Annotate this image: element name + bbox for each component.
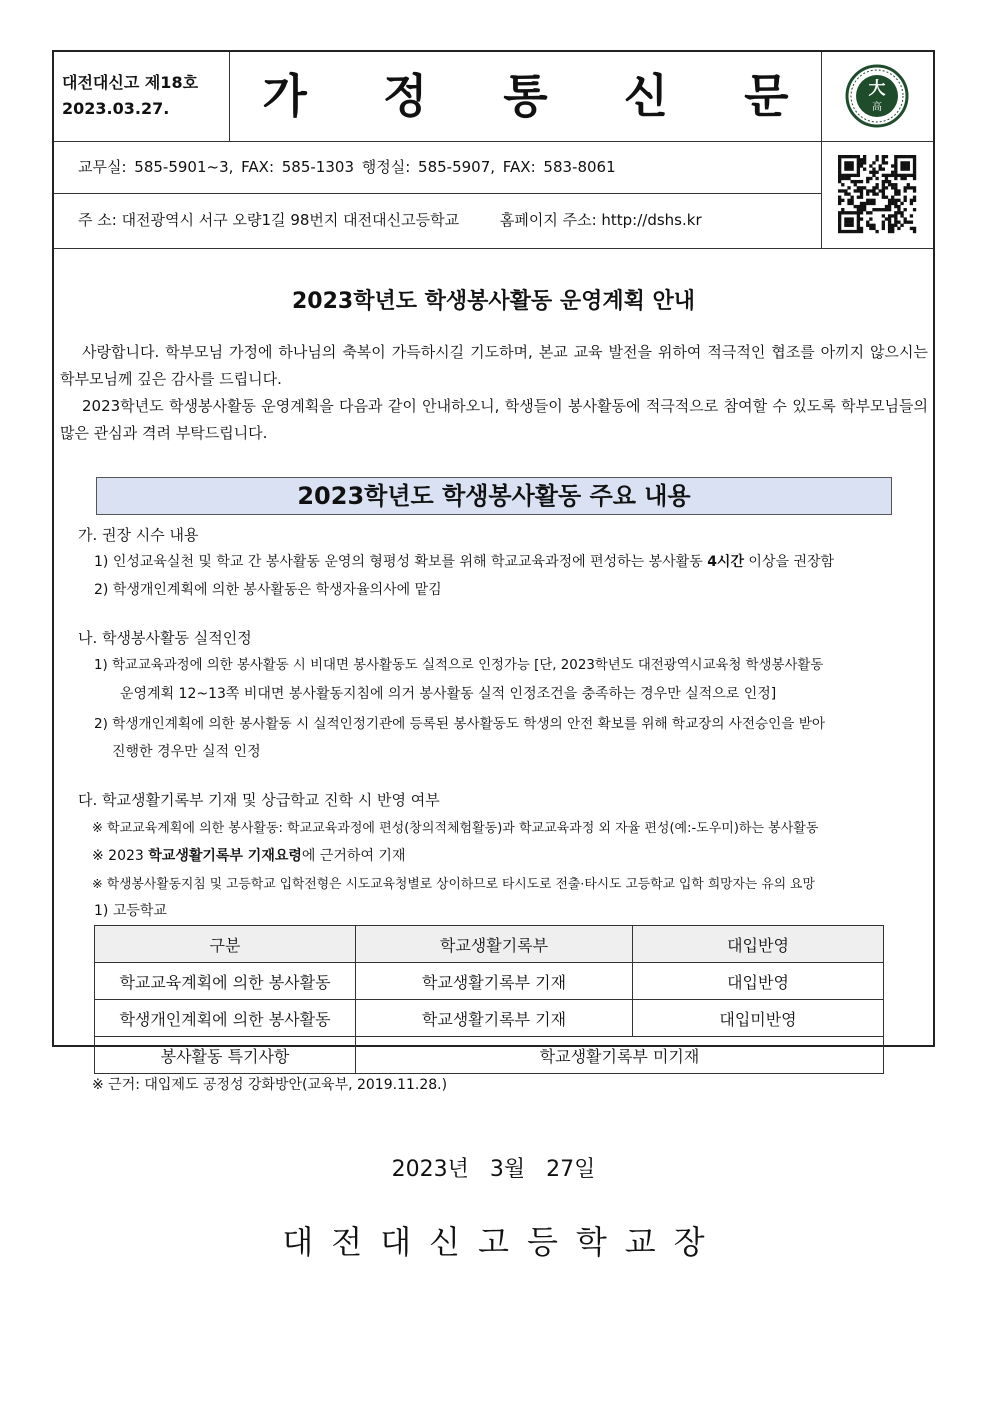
logo-glyph: 大 bbox=[868, 79, 886, 99]
table-cell: 학교교육계획에 의한 봉사활동 bbox=[95, 963, 356, 1000]
table-header-cell: 대입반영 bbox=[633, 926, 884, 963]
header-divider bbox=[54, 248, 933, 249]
section-c-note-3: ※ 학생봉사활동지침 및 고등학교 입학전형은 시도교육청별로 상이하므로 타시도로 전출·타시도 고등학교 입학 희망자는 유의 요망 bbox=[92, 877, 815, 892]
intro-text bbox=[60, 339, 928, 447]
section-c-note-2: ※ 2023 학교생활기록부 기재요령에 근거하여 기재 bbox=[92, 848, 406, 864]
table-header-cell: 구분 bbox=[95, 926, 356, 963]
section-b-item-1a: 1) 학교교육과정에 의한 봉사활동 시 비대면 봉사활동도 실적으로 인정가능 [단, 2023학년도 대전광역시교육청 학생봉사활동 bbox=[94, 658, 824, 673]
table-cell: 대입미반영 bbox=[633, 1000, 884, 1037]
table-row bbox=[95, 1037, 884, 1074]
qr-code[interactable] bbox=[822, 141, 933, 248]
source-note: ※ 근거: 대입제도 공정성 강화방안(교육부, 2019.11.28.) bbox=[92, 1077, 448, 1093]
section-a-title: 가. 권장 시수 내용 bbox=[78, 526, 199, 544]
table-cell: 학생개인계획에 의한 봉사활동 bbox=[95, 1000, 356, 1037]
address-row bbox=[54, 194, 822, 248]
section-box-title: 2023학년도 학생봉사활동 주요 내용 bbox=[96, 477, 892, 515]
section-b-item-2a: 2) 학생개인계획에 의한 봉사활동 시 실적인정기관에 등록된 봉사활동도 학생의 안전 확보를 위해 학교장의 사전승인을 받아 bbox=[94, 716, 826, 732]
table-cell: 봉사활동 특기사항 bbox=[95, 1037, 356, 1074]
main-title: 2023학년도 학생봉사활동 운영계획 안내 bbox=[292, 289, 695, 314]
table-cell: 학교생활기록부 기재 bbox=[356, 963, 633, 1000]
issue-date-footer: 2023년 3월 27일 bbox=[391, 1157, 596, 1182]
school-logo bbox=[822, 52, 933, 141]
section-c-sub: 1) 고등학교 bbox=[94, 903, 167, 919]
contact-info: 교무실: 585-5901~3, FAX: 585-1303 행정실: 585-5907, FAX: 583-8061 bbox=[78, 158, 616, 176]
table-row bbox=[95, 963, 884, 1000]
header-top-row bbox=[54, 52, 933, 142]
homepage[interactable]: 홈페이지 주소: http://dshs.kr bbox=[499, 211, 702, 229]
contact-row bbox=[54, 141, 822, 194]
principal-signature: 대전대신고등학교장 bbox=[282, 1223, 723, 1261]
section-b-item-1b: 운영계획 12~13쪽 비대면 봉사활동지침에 의거 봉사활동 실적 인정조건을 충족하는 경우만 실적으로 인정] bbox=[120, 686, 777, 702]
issue-info bbox=[54, 52, 230, 141]
newsletter-frame bbox=[52, 50, 935, 1261]
table-cell: 학교생활기록부 미기재 bbox=[356, 1037, 884, 1074]
table-header-cell: 학교생활기록부 bbox=[356, 926, 633, 963]
section-c-note-1: ※ 학교교육계획에 의한 봉사활동: 학교교육과정에 편성(창의적체험활동)과 학교교육과정 외 자율 편성(예:-도우미)하는 봉사활동 bbox=[92, 821, 819, 836]
logo-glyph-sub: 高 bbox=[872, 102, 882, 113]
table-cell: 대입반영 bbox=[633, 963, 884, 1000]
section-a-item-1: 1) 인성교육실천 및 학교 간 봉사활동 운영의 형평성 확보를 위해 학교교육과정에 편성하는 봉사활동 4시간 이상을 권장함 bbox=[94, 554, 835, 570]
intro-paragraph-1: 사랑합니다. 학부모님 가정에 하나님의 축복이 가득하시길 기도하며, 본교 교육 발전을 위하여 적극적인 협조를 아끼지 않으시는 학부모님께 깊은 감사를 드립니다. bbox=[60, 343, 928, 388]
table-header-row bbox=[95, 926, 884, 963]
address: 주 소: 대전광역시 서구 오량1길 98번지 대전대신고등학교 bbox=[78, 211, 460, 229]
intro-paragraph-2: 2023학년도 학생봉사활동 운영계획을 다음과 같이 안내하오니, 학생들이 봉사활동에 적극적으로 참여할 수 있도록 학부모님들의 많은 관심과 격려 부탁드립니다. bbox=[60, 397, 928, 442]
section-a-item-2: 2) 학생개인계획에 의한 봉사활동은 학생자율의사에 맡김 bbox=[94, 582, 442, 598]
newsletter-title: 가 정 통 신 문 bbox=[230, 52, 822, 141]
reflection-table bbox=[94, 925, 884, 1074]
section-c-title: 다. 학교생활기록부 기재 및 상급학교 진학 시 반영 여부 bbox=[78, 791, 440, 809]
section-b-title: 나. 학생봉사활동 실적인정 bbox=[78, 629, 252, 647]
issue-number: 대전대신고 제18호 bbox=[62, 73, 199, 92]
section-b-item-2b: 진행한 경우만 실적 인정 bbox=[112, 744, 261, 760]
issue-date: 2023.03.27. bbox=[62, 99, 170, 118]
table-cell: 학교생활기록부 기재 bbox=[356, 1000, 633, 1037]
table-row bbox=[95, 1000, 884, 1037]
